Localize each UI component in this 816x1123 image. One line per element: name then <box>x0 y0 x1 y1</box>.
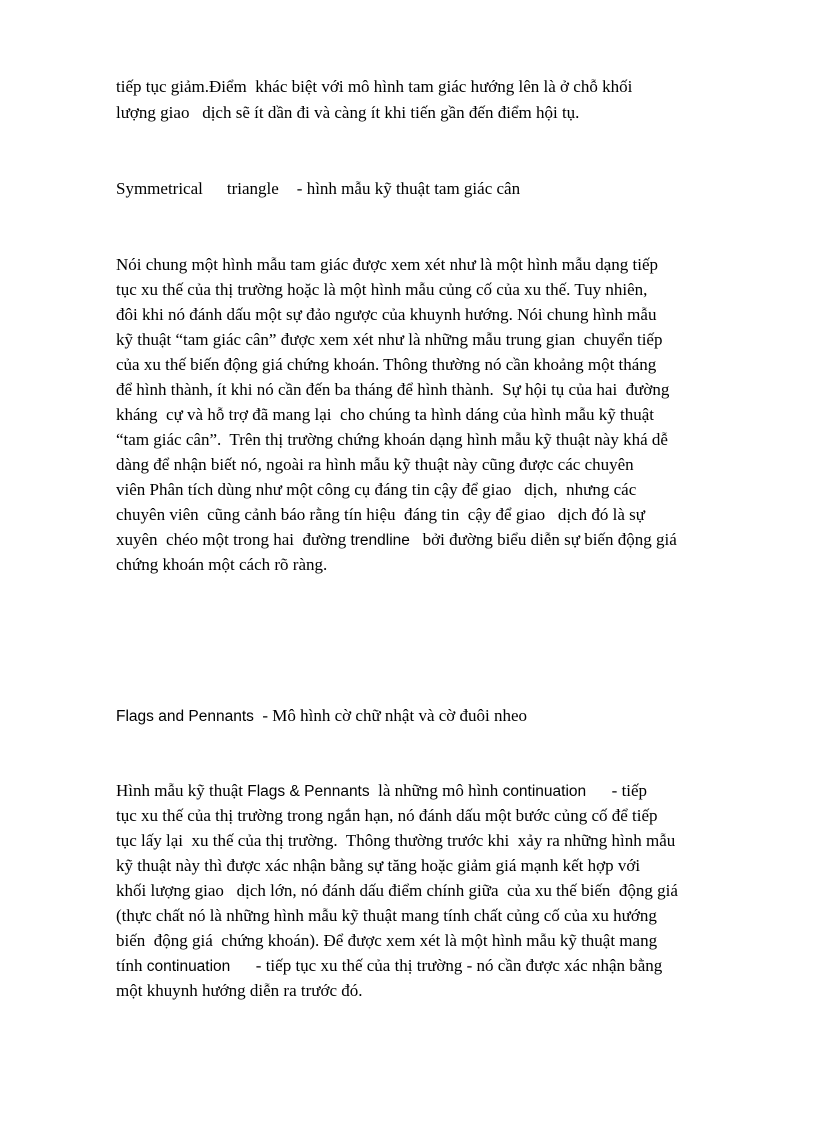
flags-line-1-end: - tiếp <box>586 781 648 800</box>
sym-line-13: chứng khoán một cách rõ ràng. <box>116 555 328 574</box>
heading-vi-text: - hình mẫu kỹ thuật tam giác cân <box>296 179 521 198</box>
heading-flags-pennants <box>116 705 527 728</box>
heading-en-word-1: Symmetrical <box>116 179 203 198</box>
sym-line-8: “tam giác cân”. Trên thị trường chứng khoán dạng hình mẫu kỹ thuật này khá dễ <box>116 430 668 449</box>
sym-line-12 <box>116 529 677 552</box>
sym-line-1: Nói chung một hình mẫu tam giác được xem xét như là một hình mẫu dạng tiếp <box>116 255 659 274</box>
sym-line-7: kháng cự và hỗ trợ đã mang lại cho chúng ta hình dáng của hình mẫu kỹ thuật <box>116 405 654 424</box>
flags-line-1-start: Hình mẫu kỹ thuật <box>116 781 248 800</box>
flags-line-4: kỹ thuật này thì được xác nhận bằng sự tăng hoặc giảm giá mạnh kết hợp với <box>116 856 641 875</box>
sym-line-5: của xu thế biến động giá chứng khoán. Thông thường nó cần khoảng một tháng <box>116 355 657 374</box>
sym-line-9: dàng để nhận biết nó, ngoài ra hình mẫu kỹ thuật này cũng được các chuyên <box>116 455 634 474</box>
flags-line-9: một khuynh hướng diễn ra trước đó. <box>116 981 363 1000</box>
flags-line-1 <box>116 780 647 803</box>
flags-line-3: tục lấy lại xu thế của thị trường. Thông thường trước khi xảy ra những hình mẫu <box>116 831 676 850</box>
flags-line-5: khối lượng giao dịch lớn, nó đánh dấu điểm chính giữa của xu thế biến động giá <box>116 881 678 900</box>
sym-line-6: để hình thành, ít khi nó cần đến ba tháng để hình thành. Sự hội tụ của hai đường <box>116 380 670 399</box>
flags-line-8-end: - tiếp tục xu thế của thị trường - nó cần được xác nhận bằng <box>230 956 663 975</box>
sym-line-10: viên Phân tích dùng như một công cụ đáng tin cậy để giao dịch, nhưng các <box>116 480 637 499</box>
sym-line-12-term: trendline <box>350 532 410 549</box>
flags-line-8-start: tính <box>116 956 147 975</box>
flags-line-2: tục xu thế của thị trường trong ngắn hạn, nó đánh dấu một bước củng cố để tiếp <box>116 806 658 825</box>
sym-line-2: tục xu thế của thị trường hoặc là một hình mẫu củng cố của xu thế. Tuy nhiên, <box>116 280 648 299</box>
sym-line-12-end: bởi đường biểu diễn sự biến động giá <box>409 530 677 549</box>
heading-en-word-2: triangle <box>226 179 279 198</box>
flags-line-1-term: Flags & Pennants <box>247 783 370 800</box>
flags-line-8-term: continuation <box>146 958 231 975</box>
flags-line-8 <box>116 955 662 978</box>
sym-line-12-start: xuyên chéo một trong hai đường <box>116 530 347 549</box>
sym-line-4: kỹ thuật “tam giác cân” được xem xét như là những mẫu trung gian chuyển tiếp <box>116 330 663 349</box>
intro-line-1: tiếp tục giảm.Điểm khác biệt với mô hình tam giác hướng lên là ở chỗ khối <box>116 77 633 96</box>
flags-line-7: biến động giá chứng khoán). Để được xem xét là một hình mẫu kỹ thuật mang <box>116 931 658 950</box>
sym-line-3: đôi khi nó đánh dấu một sự đảo ngược của khuynh hướng. Nói chung hình mẫu <box>116 305 657 324</box>
flags-line-6: (thực chất nó là những hình mẫu kỹ thuật mang tính chất củng cố của xu hướng <box>116 906 657 925</box>
flags-line-1-mid: là những mô hình <box>369 781 503 800</box>
heading-flags-en: Flags and Pennants <box>116 708 254 725</box>
flags-line-1-term2: continuation <box>502 783 587 800</box>
sym-line-11: chuyên viên cũng cảnh báo rằng tín hiệu đáng tin cậy để giao dịch đó là sự <box>116 505 645 524</box>
heading-symmetrical-triangle <box>116 178 520 200</box>
intro-line-2: lượng giao dịch sẽ ít dần đi và càng ít khi tiến gần đến điểm hội tụ. <box>116 103 580 122</box>
heading-flags-vi: - Mô hình cờ chữ nhật và cờ đuôi nheo <box>253 706 528 725</box>
